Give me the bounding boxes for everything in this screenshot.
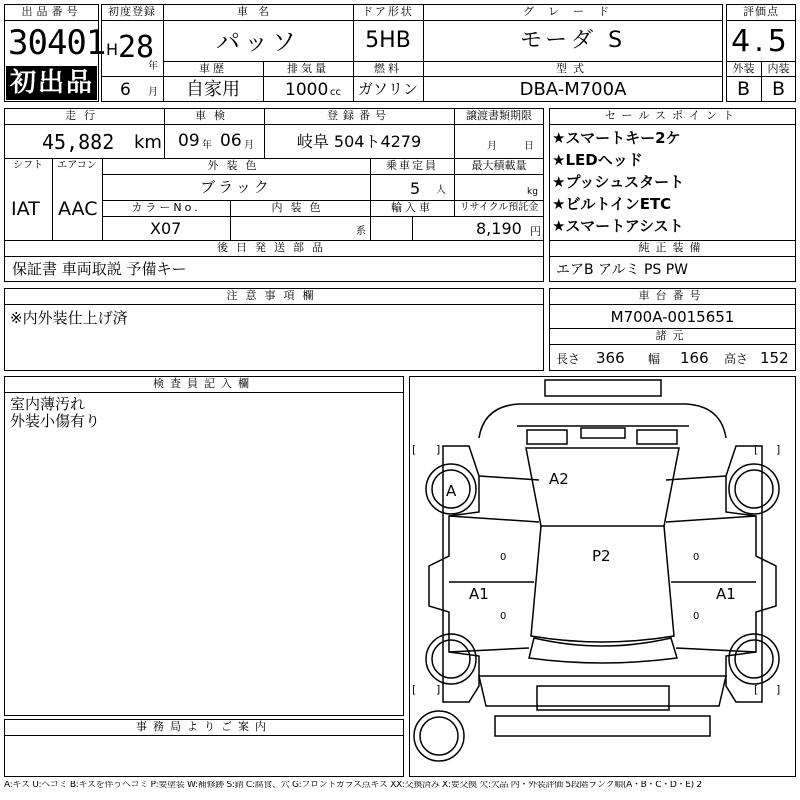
air-conditioner: AAC [58,198,98,220]
inspection-year: 09 [178,131,200,151]
sales-point: ★LEDヘッド [552,151,643,169]
transfer-day-unit: 日 [524,141,534,152]
mileage-label: 走行 [65,109,103,122]
mileage-unit: km [134,132,162,153]
sales-point: ★ビルトインETC [552,195,672,213]
sales-point: ★プッシュスタート [552,173,685,191]
spare-wheel [414,711,464,761]
first-listing-label: 初出品 [10,68,95,98]
bracket-left-top-close: ] [436,443,441,456]
bracket-left-bottom-close: ] [436,683,441,696]
inspector-line: 外装小傷有り [10,412,101,430]
damage-mark: A1 [469,585,489,603]
capacity-label: 乗車定員 [386,159,438,172]
front-bumper-shape [545,380,661,396]
bracket-left-bottom-open: [ [412,683,417,696]
inspection-year-unit: 年 [202,140,212,151]
inspection-month-unit: 月 [244,140,254,151]
sales-point: ★スマートキー2ケ [552,129,681,147]
fuel: ガソリン [357,80,418,98]
length: 366 [596,349,625,367]
later-parts: 保証書 車両取説 予備キー [12,260,187,278]
capacity-unit: 人 [436,185,446,196]
model: DBA-M700A [519,79,627,100]
bracket-left-top-open: [ [412,443,417,456]
width-label: 幅 [648,352,661,366]
transfer-label: 譲渡書類期限 [466,109,532,122]
door-type: 5HB [365,28,411,53]
right-body-shape [726,443,776,702]
rear-body-shape [479,676,726,706]
exterior-label: 外装 [732,62,755,75]
sales-points-label: セールスポイント [604,109,740,122]
year: 28 [118,30,155,65]
shift-label: シフト [13,160,43,171]
damage-mark: A1 [716,585,736,603]
interior-label: 内装 [767,62,790,75]
right-zero-front: 0 [693,552,700,563]
car-name-label: 車名 [237,5,279,18]
color-number: X07 [150,219,182,238]
lot-number: 30401 [8,23,106,63]
later-parts-label: 後日発送部品 [217,241,331,254]
capacity: 5 [410,179,421,198]
length-label: 長さ [556,352,581,366]
interior-grade: B [771,78,786,100]
bracket-right-bottom-close: ] [776,683,781,696]
color-no-label: カラーNo. [131,201,201,214]
int-color-label: 内装色 [271,201,329,214]
first-reg-label: 初度登録 [108,5,156,18]
car-diagram [409,376,796,777]
damage-mark: A [446,482,457,500]
registration-number: 岐阜 504ト4279 [296,132,422,151]
height-label: 高さ [724,352,749,366]
displacement: 1000 [285,80,329,100]
recycle-fee: 8,190 [476,219,522,238]
legend: A:キズ U:ヘコミ B:キズを伴うヘコミ P:要塗装 W:補修跡 S:錆 C:腐食、穴 G:フロントガラス点キズ XX:交換済み X:要交換 欠:欠品 内・外装評価 5段階ランク順(A・B・C・D・E) 2 [4,781,702,790]
front-right-wheel [729,464,779,514]
model-label: 型式 [556,62,590,75]
history: 自家用 [186,79,240,100]
damage-mark: A2 [549,470,569,488]
recycle-unit: 円 [530,225,541,238]
bracket-right-bottom-open: [ [754,683,759,696]
grade: モーダ S [519,28,627,53]
hood-shape [479,404,726,438]
dims-label: 諸元 [655,329,690,342]
int-color-unit: 系 [356,226,366,237]
equipment-label: 純正装備 [638,241,707,254]
bracket-right-top-open: [ [754,443,759,456]
grade-label: グレード [523,5,623,18]
shift: IAT [11,198,40,220]
registration-label: 登録番号 [327,109,391,122]
exterior-color: ブラック [200,178,272,196]
headlight-right [637,430,677,444]
height: 152 [760,349,789,367]
score: 4.5 [731,24,791,59]
left-zero-front: 0 [500,552,507,563]
bracket-right-top-close: ] [776,443,781,456]
notes: ※内外装仕上げ済 [10,309,128,327]
left-zero-rear: 0 [500,611,507,622]
inspector-label: 検査員記入欄 [153,377,255,390]
import-label: 輸入車 [391,201,433,214]
era: H [106,40,119,59]
exterior-grade: B [736,78,751,100]
year-unit: 年 [148,61,158,72]
recycle-label: リサイクル預託金 [459,202,539,213]
car-name: パッソ [216,28,300,56]
history-label: 車歴 [199,62,227,75]
displacement-unit: cc [330,87,341,98]
load-label: 最大積載量 [471,159,527,172]
month: 6 [120,80,131,100]
mileage: 45,882 [42,130,115,154]
inspector-line: 室内薄汚れ [10,395,86,413]
width: 166 [680,349,709,367]
chassis-label: 車台番号 [638,289,707,302]
ac-label: エアコン [57,160,97,171]
month-unit: 月 [148,87,158,98]
load-unit: kg [527,187,538,197]
transfer-month-unit: 月 [487,141,497,152]
rear-right-wheel [729,634,779,684]
equipment: エアB アルミ PS PW [556,262,689,278]
office-label: 事務局よりご案内 [136,720,272,733]
chassis-number: M700A-0015651 [610,308,735,326]
ext-color-label: 外装色 [207,159,265,172]
headlight-left [527,430,567,444]
sales-point: ★スマートアシスト [552,217,684,235]
rear-left-wheel [426,634,476,684]
damage-mark: P2 [592,547,611,565]
fuel-label: 燃料 [374,62,402,75]
displacement-label: 排気量 [287,62,329,75]
right-zero-rear: 0 [693,611,700,622]
notes-label: 注意事項欄 [226,289,322,302]
score-label: 評価点 [743,5,779,18]
door-label: ドア形状 [362,5,414,18]
inspection-month: 06 [220,131,242,151]
lot-number-label: 出品番号 [21,5,82,18]
inspection-label: 車検 [195,109,233,122]
